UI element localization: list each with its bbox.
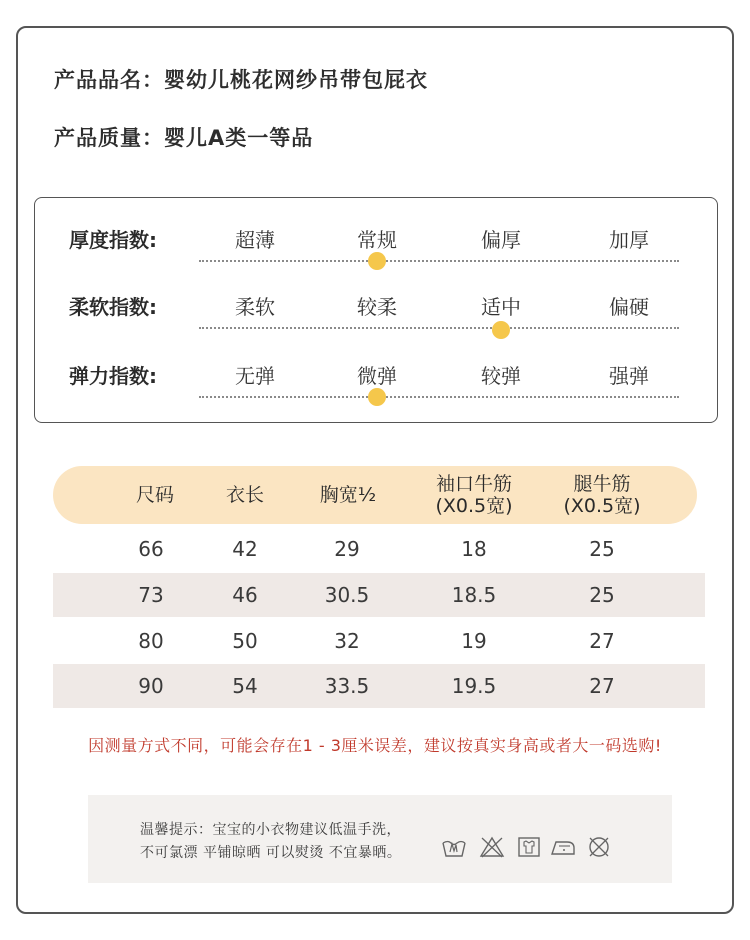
index-option: 适中 — [481, 295, 521, 319]
index-option: 加厚 — [609, 228, 649, 252]
header-length — [190, 466, 300, 524]
tip-line-2: 不可氯漂 平铺晾晒 可以熨烫 不宜暴晒。 — [140, 845, 402, 861]
index-option: 常规 — [357, 228, 397, 252]
table-cell: 42 — [232, 537, 258, 561]
index-row-label: 厚度指数: — [69, 228, 157, 252]
header-chest — [293, 466, 403, 524]
index-dotted-scale — [199, 396, 679, 398]
index-selected-marker — [492, 321, 510, 339]
product-name-value: 婴幼儿桃花网纱吊带包屁衣 — [164, 68, 428, 92]
table-cell: 30.5 — [324, 583, 370, 607]
table-cell: 32 — [334, 629, 360, 653]
index-dotted-scale — [199, 260, 679, 262]
product-quality-value: 婴儿A类一等品 — [164, 126, 314, 150]
index-option: 偏硬 — [609, 295, 649, 319]
table-cell: 18.5 — [451, 583, 497, 607]
index-option: 较柔 — [357, 295, 397, 319]
table-cell: 90 — [138, 674, 164, 698]
header-leg — [547, 466, 657, 524]
product-name-line — [54, 64, 428, 94]
index-row — [35, 360, 717, 420]
index-option: 偏厚 — [481, 228, 521, 252]
index-option: 柔软 — [235, 295, 275, 319]
table-cell: 25 — [589, 583, 615, 607]
table-cell: 33.5 — [324, 674, 370, 698]
table-cell: 73 — [138, 583, 164, 607]
product-name-label: 产品品名： — [54, 68, 164, 92]
header-cuff-line2: (X0.5宽) — [435, 495, 513, 517]
table-row — [53, 664, 705, 708]
table-cell: 66 — [138, 537, 164, 561]
index-row — [35, 291, 717, 351]
table-cell: 27 — [589, 674, 615, 698]
fabric-index-panel — [34, 197, 718, 423]
measurement-notice: 因测量方式不同，可能会存在1 - 3厘米误差，建议按真实身高或者大一码选购! — [88, 736, 662, 755]
care-tip-box — [88, 795, 672, 883]
index-option: 较弹 — [481, 364, 521, 388]
header-cuff — [419, 466, 529, 524]
table-cell: 29 — [334, 537, 360, 561]
header-cuff-line1: 袖口牛筋 — [435, 473, 512, 495]
table-cell: 50 — [232, 629, 258, 653]
size-table-header — [53, 466, 697, 524]
table-cell: 25 — [589, 537, 615, 561]
table-cell: 18 — [461, 537, 487, 561]
index-selected-marker — [368, 388, 386, 406]
iron-icon — [550, 835, 576, 859]
table-cell: 54 — [232, 674, 258, 698]
table-row — [53, 619, 705, 663]
index-row-label: 弹力指数: — [69, 364, 157, 388]
header-size-text: 尺码 — [135, 484, 174, 506]
table-cell: 27 — [589, 629, 615, 653]
no-tumble-dry-icon — [586, 835, 612, 859]
header-leg-line1: 腿牛筋 — [573, 473, 631, 495]
header-length-text: 衣长 — [225, 484, 264, 506]
product-quality-label: 产品质量： — [54, 126, 164, 150]
index-option: 强弹 — [609, 364, 649, 388]
index-option: 超薄 — [235, 228, 275, 252]
table-row — [53, 527, 705, 571]
flat-dry-icon — [516, 835, 542, 859]
index-row-label: 柔软指数: — [69, 295, 157, 319]
hand-wash-icon — [441, 835, 467, 859]
table-cell: 80 — [138, 629, 164, 653]
no-bleach-icon — [479, 835, 505, 859]
index-dotted-scale — [199, 327, 679, 329]
header-leg-line2: (X0.5宽) — [563, 495, 641, 517]
table-cell: 19.5 — [451, 674, 497, 698]
index-option: 微弹 — [357, 364, 397, 388]
header-chest-text: 胸宽½ — [319, 484, 377, 506]
table-row — [53, 573, 705, 617]
product-quality-line — [54, 122, 313, 152]
tip-line-1: 温馨提示：宝宝的小衣物建议低温手洗， — [140, 822, 401, 838]
table-cell: 19 — [461, 629, 487, 653]
table-cell: 46 — [232, 583, 258, 607]
index-row — [35, 224, 717, 284]
index-option: 无弹 — [235, 364, 275, 388]
index-selected-marker — [368, 252, 386, 270]
